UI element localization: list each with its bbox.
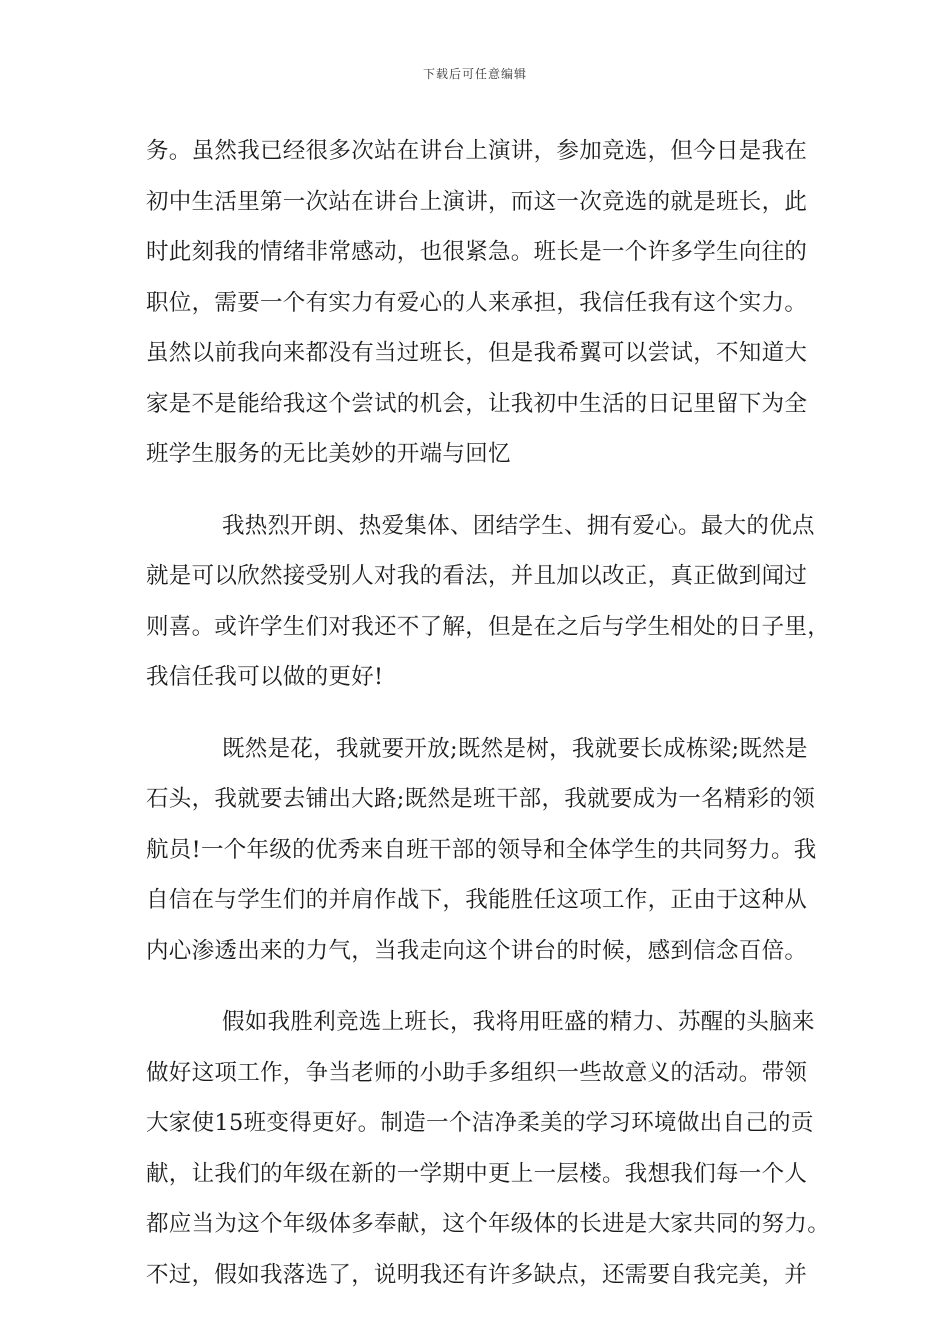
text-line: 就是可以欣然接受别人对我的看法，并且加以改正，真正做到闻过 xyxy=(146,563,808,589)
text-line: 职位，需要一个有实力有爱心的人来承担，我信任我有这个实力。 xyxy=(146,289,808,316)
paragraph-spacer xyxy=(146,703,808,724)
text-line: 假如我胜利竞选上班长，我将用旺盛的精力、苏醒的头脑来 xyxy=(222,1009,815,1035)
text-line: 航员!一个年级的优秀来自班干部的领导和全体学生的共同努力。我 xyxy=(146,836,817,863)
text-line: 既然是花，我就要开放;既然是树，我就要长成栋梁;既然是 xyxy=(222,735,808,762)
text-line: 我热烈开朗、热爱集体、团结学生、拥有爱心。最大的优点 xyxy=(222,512,815,539)
paragraph xyxy=(146,126,808,480)
text-line: 自信在与学生们的并肩作战下，我能胜任这项工作，正由于这种从 xyxy=(146,887,808,913)
text-line: 都应当为这个年级体多奉献，这个年级体的长进是大家共同的努力。 xyxy=(146,1211,831,1237)
text-line: 大家使15班变得更好。制造一个洁净柔美的学习环境做出自己的贡 xyxy=(146,1110,814,1136)
text-line: 时此刻我的情绪非常感动，也很紧急。班长是一个许多学生向往的 xyxy=(146,239,808,265)
text-line: 家是不是能给我这个尝试的机会，让我初中生活的日记里留下为全 xyxy=(146,390,808,417)
page-header: 下载后可任意编辑 xyxy=(422,67,527,81)
text-line: 内心渗透出来的力气，当我走向这个讲台的时候，感到信念百倍。 xyxy=(146,937,808,964)
text-line: 虽然以前我向来都没有当过班长，但是我希翼可以尝试，不知道大 xyxy=(146,340,808,366)
paragraph-spacer xyxy=(146,976,808,997)
text-line: 则喜。或许学生们对我还不了解，但是在之后与学生相处的日子里， xyxy=(146,613,831,640)
paragraph xyxy=(146,501,831,703)
document-body xyxy=(146,126,831,1300)
paragraph xyxy=(146,724,817,977)
text-line: 石头，我就要去铺出大路;既然是班干部，我就要成为一名精彩的领 xyxy=(146,786,816,812)
text-line: 不过，假如我落选了，说明我还有许多缺点，还需要自我完美，并 xyxy=(146,1261,808,1288)
text-line: 做好这项工作，争当老师的小助手多组织一些故意义的活动。带领 xyxy=(146,1059,808,1086)
text-line: 初中生活里第一次站在讲台上演讲，而这一次竞选的就是班长，此 xyxy=(146,188,808,215)
paragraph xyxy=(146,997,831,1300)
text-line: 务。虽然我已经很多次站在讲台上演讲，参加竞选，但今日是我在 xyxy=(146,138,808,164)
paragraph-spacer xyxy=(146,480,808,501)
text-line: 献，让我们的年级在新的一学期中更上一层楼。我想我们每一个人 xyxy=(146,1160,808,1187)
text-line: 我信任我可以做的更好! xyxy=(146,664,384,690)
text-line: 班学生服务的无比美妙的开端与回忆 xyxy=(146,441,511,467)
